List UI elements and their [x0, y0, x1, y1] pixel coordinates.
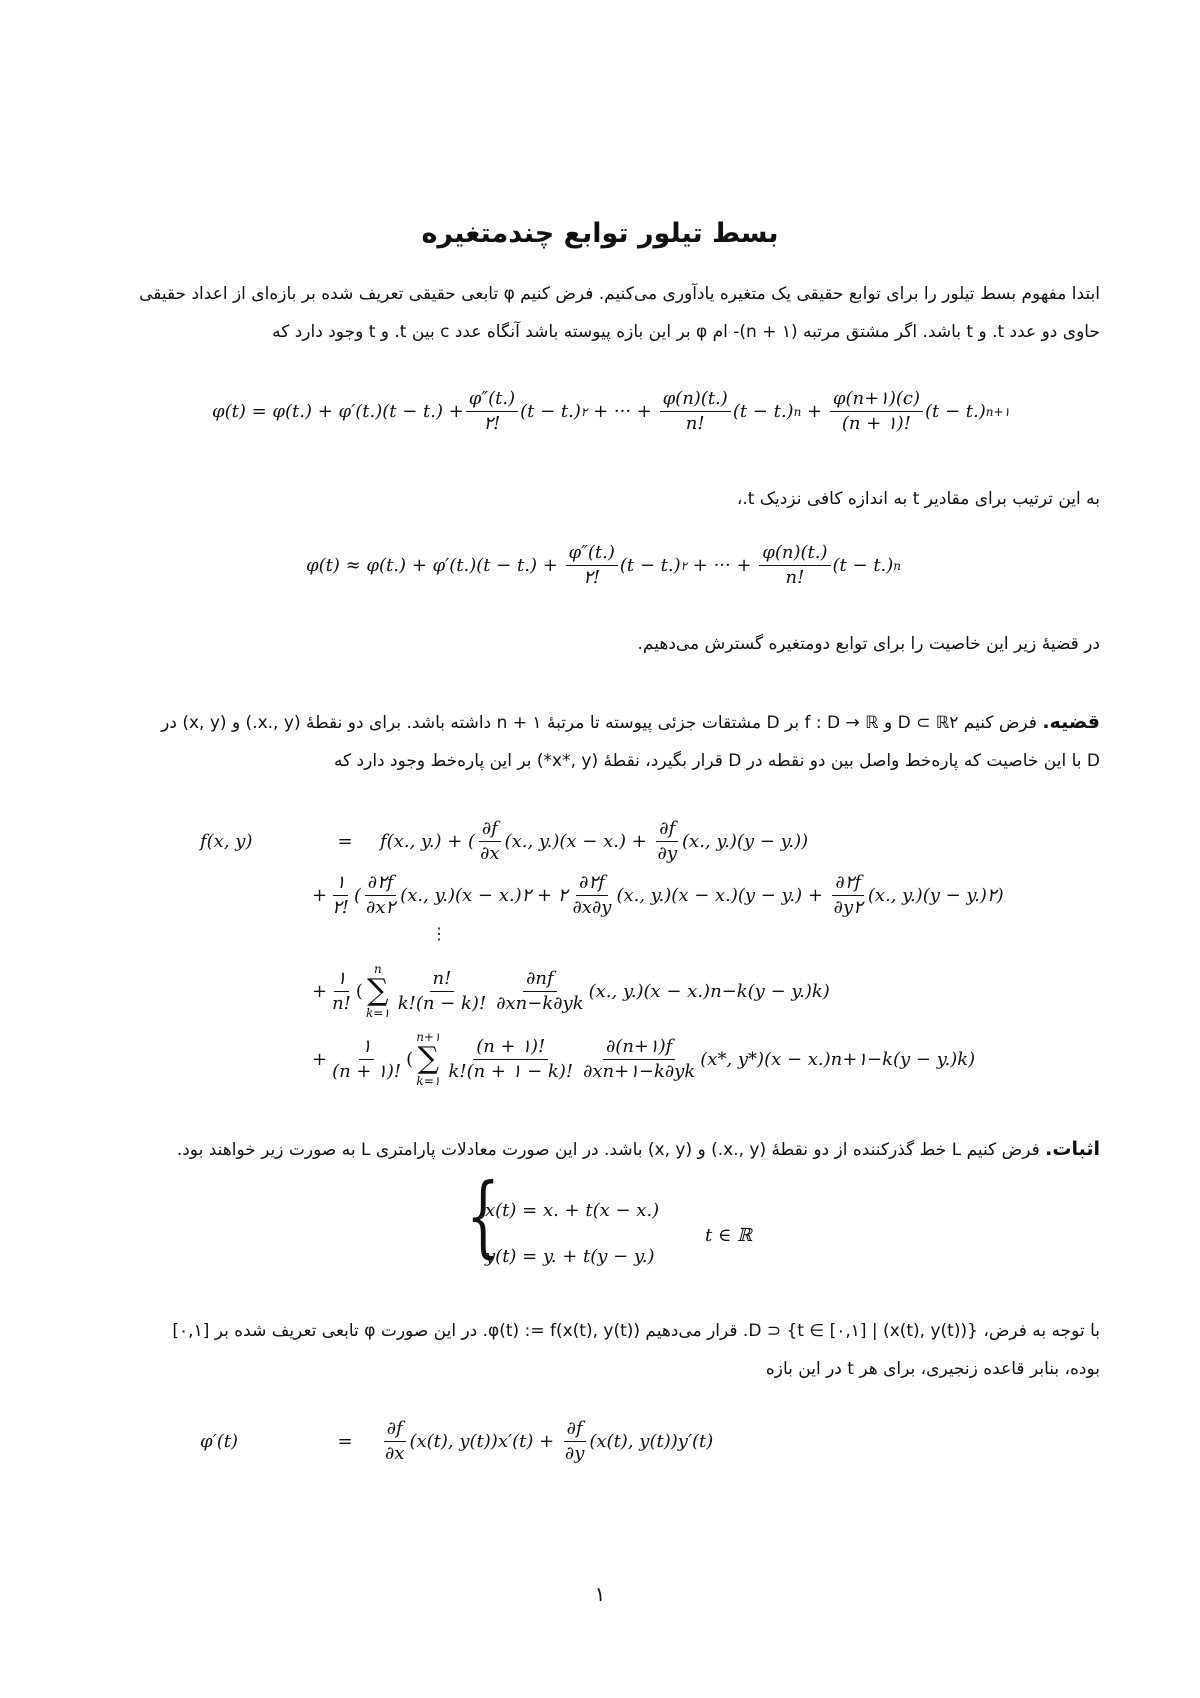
row3-sum-bot: k=۱: [365, 1006, 390, 1020]
row3-sum-top: n: [373, 962, 382, 976]
eq1-term-1-exp: ۲: [580, 404, 588, 419]
eq1-term-1: (t − t.): [520, 401, 581, 422]
row2-d3-den: ∂y۲: [833, 897, 863, 918]
approx-paragraph: به این ترتیب برای مقادیر t به اندازه کافی نزدیک t.،: [736, 489, 1100, 509]
chain-partial-x: [382, 1418, 407, 1465]
eq2-frac-1-den: ۲!: [583, 567, 601, 588]
big-eq-sign: =: [337, 831, 353, 852]
theorem-label: قضیه.: [1042, 711, 1100, 733]
proof-label: اثبات.: [1045, 1138, 1100, 1160]
row4-lead: +: [312, 1048, 328, 1070]
eq2-frac-1-num: φ″(t.): [566, 542, 618, 566]
eq2-term-2-exp: n: [893, 558, 902, 573]
left-brace-icon: {: [466, 1164, 500, 1267]
chain-mid: (x(t), y(t))x′(t) +: [409, 1431, 560, 1452]
intro-line-2: حاوی دو عدد t. و t باشد. اگر مشتق مرتبه (n + ۱)- ام φ بر این بازه پیوسته باشد آنگاه عدد c بین t. و t وجود دارد که: [272, 322, 1100, 342]
row2-d2-den: ∂x∂y: [572, 897, 612, 918]
chain-partial-x-den: ∂x: [385, 1443, 405, 1464]
eq1-mid: + ··· +: [587, 401, 658, 422]
chain-partial-y-den: ∂y: [564, 1443, 585, 1464]
row4-binom-den: k!(n + ۱ − k)!: [448, 1060, 574, 1082]
chain-rule-equation: [200, 1418, 713, 1465]
proof-paragraph: [115, 1130, 1100, 1169]
row4-binom-num: (n + ۱)!: [473, 1036, 548, 1060]
row1-end: (x., y.)(y − y.)): [682, 831, 809, 852]
page-title: بسط تیلور توابع چندمتغیره: [421, 218, 779, 249]
row2-coef-num: ۱: [333, 872, 349, 896]
page-number: ۱: [594, 1582, 606, 1606]
row4-deriv-num: ∂(n+۱)f: [603, 1036, 675, 1060]
parametric-x: x(t) = x. + t(x − x.): [485, 1200, 660, 1221]
row3-coef-num: ۱: [334, 968, 350, 992]
row4-deriv: [580, 1036, 698, 1083]
row2-d1-den: ∂x۲: [366, 897, 396, 918]
sigma-icon: ∑: [417, 1041, 440, 1076]
eq1-term-2: (t − t.): [732, 401, 794, 422]
row3-deriv: [493, 968, 586, 1015]
row2-open: (: [354, 885, 362, 906]
eq1-frac-2: [660, 388, 731, 435]
taylor-approximation-equation: [306, 542, 901, 589]
intro-line-1: ابتدا مفهوم بسط تیلور را برای توابع حقیقی یک متغیره یادآوری می‌کنیم. فرض کنیم φ تابعی حقیقی تعریف شده بر بازه‌ای از اعداد حقیقی: [139, 284, 1100, 304]
eq1-frac-1: [466, 388, 518, 435]
eq2-term-1-exp: ۲: [680, 558, 688, 573]
eq2-mid: + ··· +: [687, 555, 758, 576]
eq2-frac-2-den: n!: [785, 567, 805, 588]
row2-c: (x., y.)(x − x.)(y − y.) +: [616, 885, 829, 906]
row2-coef-den: ۲!: [332, 897, 349, 918]
row4-coef: [329, 1036, 404, 1083]
row3-coef: [329, 968, 354, 1015]
row4-end: (x*, y*)(x − x.)n+۱−k(y − y.)k): [700, 1048, 976, 1070]
row1-partial-x-den: ∂x: [480, 843, 500, 864]
eq1-lead: φ(t) = φ(t.) + φ′(t.)(t − t.) +: [212, 401, 464, 422]
row4-coef-den: (n + ۱)!: [332, 1060, 402, 1082]
after-system-line-2: بوده، بنابر قاعده زنجیری، برای هر t در این بازه: [765, 1359, 1100, 1379]
eq2-lead: φ(t) ≈ φ(t.) + φ′(t.)(t − t.) +: [306, 555, 564, 576]
eq1-frac-3: [830, 388, 923, 435]
chain-partial-x-num: ∂f: [384, 1418, 406, 1442]
row1-partial-y-num: ∂f: [656, 818, 678, 842]
eq1-term-3: (t − t.): [924, 401, 986, 422]
row2-d1-num: ∂۲f: [365, 872, 397, 896]
eq1-frac-1-num: φ″(t.): [466, 388, 518, 412]
row4-coef-num: ۱: [359, 1036, 375, 1060]
row3-binom-num: n!: [430, 968, 455, 992]
row2-d1: [363, 872, 398, 919]
after-system-paragraph: [115, 1312, 1100, 1388]
row4-summation: [416, 1030, 440, 1088]
sigma-icon: ∑: [367, 973, 389, 1008]
chain-eq-sign: =: [337, 1431, 353, 1452]
eq1-frac-1-den: ۲!: [483, 413, 501, 434]
taylor-two-variable-row-4: + $\frac{۱}{(n + ۱)!}$ ( n+۱ ∑ k=۱ $\frac{(n + ۱)!}{k!(n + ۱ - k)!}$ $\frac{\partial(n+۱)f}{\partial xn+۱-k\partial yk}$ (x*, y*)(x − x.)n+۱−k(y − y.)k): [312, 1030, 976, 1088]
eq2-frac-2: [759, 542, 830, 589]
intro-paragraph: [115, 275, 1100, 351]
row1-partial-y-den: ∂y: [657, 843, 678, 864]
row1-partial-x: [477, 818, 502, 865]
row1-mid: (x., y.)(x − x.) +: [504, 831, 653, 852]
theorem-line-2: D با این خاصیت که پاره‌خط واصل بین دو نقطه در D قرار بگیرد، نقطهٔ (x*, y*) بر این پاره‌خط وجود دارد که: [333, 751, 1100, 771]
eq2-frac-2-num: φ(n)(t.): [759, 542, 830, 566]
theorem-line-1: [115, 703, 1100, 742]
eq1-frac-2-den: n!: [685, 413, 705, 434]
eq1-plus: +: [801, 401, 828, 422]
row2-d: (x., y.)(y − y.)۲): [867, 885, 1004, 906]
row4-deriv-den: ∂xn+۱−k∂yk: [583, 1060, 696, 1082]
parametric-domain: t ∈ ℝ: [705, 1225, 752, 1246]
taylor-two-variable-row-3: + $\frac{۱}{n!}$ ( n ∑ k=۱ $\frac{n!}{k!(n - k)!}$ $\frac{\partial nf}{\partial xn-k\partial yk}$ (x., y.)(x − x.)n−k(y − y.)k): [312, 962, 830, 1020]
row1-lead: f(x., y.) + (: [380, 831, 476, 852]
row3-deriv-den: ∂xn−k∂yk: [496, 992, 584, 1014]
row2-d2: [570, 872, 615, 919]
eq2-frac-1: [566, 542, 618, 589]
vertical-ellipsis: ⋮: [431, 924, 447, 943]
row4-binom: [445, 1036, 576, 1083]
row3-binom-den: k!(n − k)!: [397, 992, 487, 1014]
row2-d3: [831, 872, 866, 919]
row2-d2-num: ∂۲f: [576, 872, 608, 896]
row4-sum-bot: k=۱: [416, 1074, 441, 1088]
row3-coef-den: n!: [332, 992, 351, 1014]
big-eq-lhs: f(x, y): [200, 831, 253, 852]
chain-end: (x(t), y(t))y′(t): [589, 1431, 714, 1452]
eq2-term-1: (t − t.): [619, 555, 681, 576]
row4-sum-top: n+۱: [416, 1030, 441, 1044]
eq1-term-3-exp: n+۱: [985, 404, 1010, 419]
row3-summation: [366, 962, 390, 1020]
chain-partial-y-num: ∂f: [564, 1418, 586, 1442]
theorem-paragraph: [115, 703, 1100, 780]
row3-lead: +: [312, 980, 328, 1002]
row2-coef: [329, 872, 352, 919]
row2-lead: +: [312, 885, 328, 906]
taylor-two-variable-row-2: [312, 872, 1004, 919]
row3-end: (x., y.)(x − x.)n−k(y − y.)k): [588, 980, 830, 1002]
eq1-frac-2-num: φ(n)(t.): [660, 388, 731, 412]
chain-partial-y: [562, 1418, 587, 1465]
after-system-line-1: با توجه به فرض، {(x(t), y(t)) | t ∈ [۰,۱]} ⊂ D. قرار می‌دهیم φ(t) := f(x(t), y(t)). در این صورت φ تابعی تعریف شده بر [۰,۱]: [172, 1321, 1100, 1341]
eq2-term-2: (t − t.): [832, 555, 894, 576]
taylor-one-variable-equation: [212, 388, 1010, 435]
row1-partial-x-num: ∂f: [479, 818, 501, 842]
extend-paragraph: در قضیهٔ زیر این خاصیت را برای توابع دومتغیره گسترش می‌دهیم.: [637, 634, 1100, 654]
eq1-frac-3-num: φ(n+۱)(c): [830, 388, 923, 412]
proof-text: فرض کنیم L خط گذرکننده از دو نقطهٔ (x., y.) و (x, y) باشد. در این صورت معادلات پارامتری L به صورت زیر خواهند بود.: [176, 1140, 1046, 1160]
row3-deriv-num: ∂nf: [523, 968, 557, 992]
row3-binom: [395, 968, 489, 1015]
row2-d3-num: ∂۲f: [832, 872, 864, 896]
taylor-two-variable-row-1: [200, 818, 808, 865]
parametric-y: y(t) = y. + t(y − y.): [485, 1246, 655, 1267]
chain-lhs: φ′(t): [200, 1431, 238, 1452]
row2-b: (x., y.)(x − x.)۲ + ۲: [400, 885, 568, 906]
row1-partial-y: [655, 818, 680, 865]
eq1-term-2-exp: n: [793, 404, 802, 419]
eq1-frac-3-den: (n + ۱)!: [841, 413, 911, 434]
theorem-text-1: فرض کنیم D ⊂ ℝ۲ و f : D → ℝ بر D مشتقات جزئی پیوسته تا مرتبهٔ n + ۱ داشته باشد. برای دو نقطهٔ (x., y.) و (x, y) در: [161, 713, 1043, 733]
